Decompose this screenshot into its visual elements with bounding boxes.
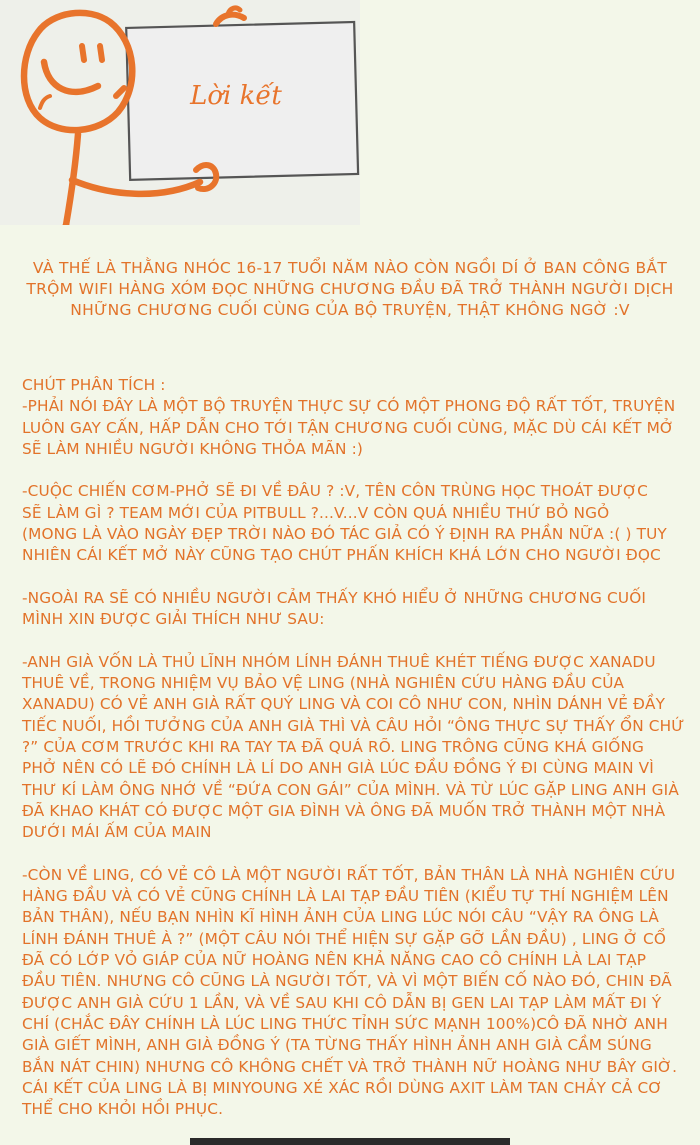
paragraph-line: NHIÊN CÁI KẾT MỞ NÀY CŨNG TẠO CHÚT PHẤN KHÍCH KHÁ LỚN CHO NGƯỜI ĐỌC [22,546,661,565]
paragraph-line: CHÍ (CHẮC ĐÂY CHÍNH LÀ LÚC LING THỨC TỈNH SỨC MẠNH 100%)CÔ ĐÃ NHỜ ANH [22,1014,668,1033]
analysis-section [22,375,690,1142]
analysis-paragraph-ling [22,865,690,1121]
paragraph-line: ?” CỦA CƠM TRƯỚC KHI RA TAY TA ĐÃ QUÁ RÕ. LING TRÔNG CŨNG KHÁ GIỐNG [22,738,645,757]
analysis-paragraph-praise [22,396,690,460]
paragraph-line: ĐẦU TIÊN. NHƯNG CÔ CŨNG LÀ NGƯỜI TỐT, VÀ VÌ MỘT BIẾN CỐ NÀO ĐÓ, CHIN ĐÃ [22,972,672,991]
paragraph-line: BẮN NÁT CHIN) NHƯNG CÔ KHÔNG CHẾT VÀ TRỞ THÀNH NỮ HOÀNG NHƯ BÂY GIỜ. [22,1057,678,1076]
analysis-paragraph-intro-explanation [22,588,690,631]
analysis-paragraph-open-questions [22,481,690,566]
intro-line: NHỮNG CHƯƠNG CUỐI CÙNG CỦA BỘ TRUYỆN, THẬT KHÔNG NGỜ :V [70,301,630,319]
paragraph-line: BẢN THÂN), NẾU BẠN NHÌN KĨ HÌNH ẢNH CỦA LING LÚC NÓI CÂU “VẬY RA ÔNG LÀ [22,908,659,927]
intro-line: VÀ THẾ LÀ THẰNG NHÓC 16-17 TUỔI NĂM NÀO CÒN NGỒI DÍ Ở BAN CÔNG BẮT [32,259,668,277]
paragraph-line: GIÀ GIẾT MÌNH, ANH GIÀ ĐỒNG Ý (TA TỪNG THẤY HÌNH ẢNH ANH GIÀ CẦM SÚNG [22,1036,652,1055]
paragraph-line: ĐÃ CÓ LỚP VỎ GIÁP CỦA NỮ HOÀNG NÊN KHẢ NĂNG CAO CÔ CHÍNH LÀ LAI TẠP [22,951,647,970]
next-image-edge [190,1138,510,1145]
paragraph-line: DƯỚI MÁI ẤM CỦA MAIN [22,823,212,842]
sign-text: Lời kết [190,81,282,111]
right-eye-icon [100,46,102,60]
paragraph-line: LÍNH ĐÁNH THUÊ À ?” (MỘT CÂU NÓI THỂ HIỆN SỰ GẶP GỠ LẦN ĐẦU) , LING Ở CỔ [22,929,667,948]
paragraph-line: SẼ LÀM GÌ ? TEAM MỚI CỦA PITBULL ?...V...V CÒN QUÁ NHIỀU THỨ BỎ NGỎ [22,503,610,522]
left-eye-icon [82,46,84,60]
paragraph-line: THUÊ VỀ, TRONG NHIỆM VỤ BẢO VỆ LING (NHÀ NGHIÊN CỨU HÀNG ĐẦU CỦA [22,674,625,693]
paragraph-line: THỂ CHO KHỎI HỒI PHỤC. [22,1100,224,1119]
intro-line: TRỘM WIFI HÀNG XÓM ĐỌC NHỮNG CHƯƠNG ĐẦU ĐÃ TRỞ THÀNH NGƯỜI DỊCH [26,280,674,298]
paragraph-line: MÌNH XIN ĐƯỢC GIẢI THÍCH NHƯ SAU: [22,610,325,629]
paragraph-line: -ANH GIÀ VỐN LÀ THỦ LĨNH NHÓM LÍNH ĐÁNH THUÊ KHÉT TIẾNG ĐƯỢC XANADU [22,652,656,671]
paragraph-line: XANADU) CÓ VẺ ANH GIÀ RẤT QUÝ LING VÀ COI CÔ NHƯ CON, NHÌN DÁNH VẺ ĐẦY [22,695,666,714]
paragraph-line: SẼ LÀM NHIỀU NGƯỜI KHÔNG THỎA MÃN :) [22,439,364,458]
paragraph-line: ĐÃ KHAO KHÁT CÓ ĐƯỢC MỘT GIA ĐÌNH VÀ ÔNG ĐÃ MUỐN TRỞ THÀNH MỘT NHÀ [22,801,666,820]
paragraph-line: -PHẢI NÓI ĐÂY LÀ MỘT BỘ TRUYỆN THỰC SỰ CÓ MỘT PHONG ĐỘ RẤT TỐT, TRUYỆN [22,397,676,416]
paragraph-line: ĐƯỢC ANH GIÀ CỨU 1 LẦN, VÀ VỀ SAU KHI CÔ DẪN BỊ GEN LAI TẠP LÀM MẤT ĐI Ý [22,993,662,1012]
paragraph-line: TIẾC NUỐI, HỒI TƯỞNG CỦA ANH GIÀ THÌ VÀ CÂU HỎI “ÔNG THỰC SỰ THẤY ỔN CHỨ [22,716,685,735]
paragraph-line: THƯ KÍ LÀM ÔNG NHỚ VỀ “ĐỨA CON GÁI” CỦA MÌNH. VÀ TỪ LÚC GẶP LING ANH GIÀ [22,780,679,799]
paragraph-line: -NGOÀI RA SẼ CÓ NHIỀU NGƯỜI CẢM THẤY KHÓ HIỂU Ở NHỮNG CHƯƠNG CUỐI [22,588,647,607]
stick-figure-holding-sign-illustration [0,0,360,225]
paragraph-line: PHỞ NÊN CÓ LẼ ĐÓ CHÍNH LÀ LÍ DO ANH GIÀ LÚC ĐẦU ĐỒNG Ý ĐI CÙNG MAIN VÌ [22,759,654,778]
paragraph-line: (MONG LÀ VÀO NGÀY ĐẸP TRỜI NÀO ĐÓ TÁC GIẢ CÓ Ý ĐỊNH RA PHẦN NỮA :( ) TUY [22,525,667,544]
paragraph-line: -CUỘC CHIẾN CƠM-PHỞ SẼ ĐI VỀ ĐÂU ? :V, TÊN CÔN TRÙNG HỌC THOÁT ĐƯỢC [22,482,648,501]
paragraph-line: HÀNG ĐẦU VÀ CÓ VẺ CŨNG CHÍNH LÀ LAI TẠP ĐẦU TIÊN (KIỂU TỰ THÍ NGHIỆM LÊN [22,887,669,906]
paragraph-line: -CÒN VỀ LING, CÓ VẺ CÔ LÀ MỘT NGƯỜI RẤT TỐT, BẢN THÂN LÀ NHÀ NGHIÊN CỨU [22,865,676,884]
paragraph-line: CÁI KẾT CỦA LING LÀ BỊ MINYOUNG XÉ XÁC RỒI DÙNG AXIT LÀM TAN CHẢY CẢ CƠ [22,1078,663,1097]
paragraph-line: LUÔN GAY CẤN, HẤP DẪN CHO TỚI TẬN CHƯƠNG CUỐI CÙNG, MẶC DÙ CÁI KẾT MỞ [22,418,675,437]
analysis-paragraph-old-man [22,652,690,844]
intro-paragraph [20,258,680,321]
analysis-heading [22,375,690,396]
analysis-heading-text: CHÚT PHÂN TÍCH : [22,376,166,394]
